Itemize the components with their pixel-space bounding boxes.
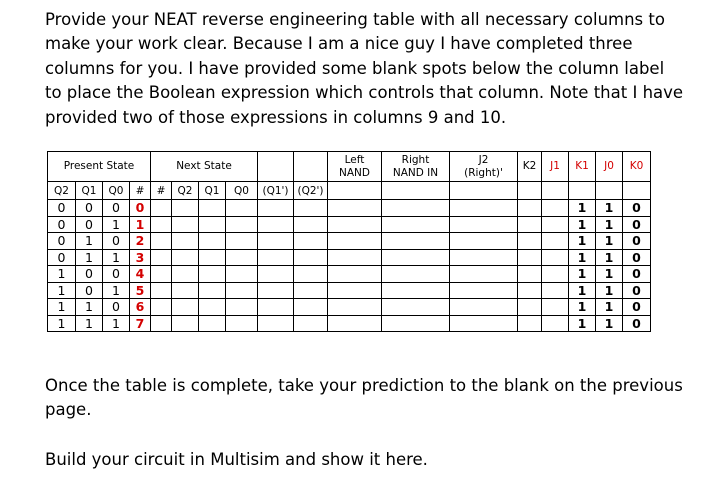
- next-q1-cell[interactable]: [199, 249, 226, 266]
- k0-cell: 0: [623, 200, 651, 217]
- k1-expression-blank[interactable]: [569, 182, 596, 200]
- q2-prime-cell[interactable]: [294, 216, 328, 233]
- next-num-cell[interactable]: [151, 216, 172, 233]
- q2-prime-cell[interactable]: [294, 266, 328, 283]
- q1-col-header: Q1: [76, 182, 103, 200]
- present-q0-cell: 1: [103, 249, 130, 266]
- right-nand-in-header: Right NAND IN: [382, 152, 450, 182]
- q2-col-header: Q2: [48, 182, 76, 200]
- k1-cell: 1: [569, 266, 596, 283]
- next-q0-cell[interactable]: [226, 249, 258, 266]
- table-row: [48, 315, 651, 332]
- num-col-header: #: [130, 182, 151, 200]
- j2-cell[interactable]: [450, 282, 518, 299]
- k1-header: K1: [569, 152, 596, 182]
- next-q2-col-header: Q2: [172, 182, 199, 200]
- next-q2-cell[interactable]: [172, 249, 199, 266]
- present-q2-cell: 1: [48, 266, 76, 283]
- table-row: [48, 216, 651, 233]
- k1-cell: 1: [569, 299, 596, 316]
- table-row: [48, 233, 651, 250]
- next-q2-cell[interactable]: [172, 233, 199, 250]
- j0-cell: 1: [596, 216, 623, 233]
- present-state-header: Present State: [48, 152, 151, 182]
- k1-cell: 1: [569, 282, 596, 299]
- present-q2-cell: 1: [48, 282, 76, 299]
- header-row-1: [48, 152, 651, 182]
- k2-cell[interactable]: [518, 315, 542, 332]
- k2-cell[interactable]: [518, 282, 542, 299]
- k1-cell: 1: [569, 216, 596, 233]
- present-q1-cell: 0: [76, 282, 103, 299]
- blank-header-10: [294, 152, 328, 182]
- k2-expression-blank[interactable]: [518, 182, 542, 200]
- k1-cell: 1: [569, 315, 596, 332]
- q2-prime-cell[interactable]: [294, 249, 328, 266]
- j1-cell[interactable]: [542, 299, 569, 316]
- table-row: [48, 249, 651, 266]
- truth-table: [47, 151, 651, 332]
- build-instruction: Build your circuit in Multisim and show it here.: [45, 450, 428, 469]
- j1-header: J1: [542, 152, 569, 182]
- q1-prime-cell[interactable]: [258, 216, 294, 233]
- next-num-cell[interactable]: [151, 282, 172, 299]
- next-q2-cell[interactable]: [172, 299, 199, 316]
- k0-cell: 0: [623, 249, 651, 266]
- next-num-cell[interactable]: [151, 266, 172, 283]
- j0-cell: 1: [596, 299, 623, 316]
- present-q0-cell: 1: [103, 315, 130, 332]
- next-q2-cell[interactable]: [172, 216, 199, 233]
- next-q0-cell[interactable]: [226, 200, 258, 217]
- state-number-cell: 1: [130, 216, 151, 233]
- k2-header: K2: [518, 152, 542, 182]
- right-nand-cell[interactable]: [382, 282, 450, 299]
- table-row: [48, 200, 651, 217]
- table-row: [48, 282, 651, 299]
- present-q2-cell: 1: [48, 299, 76, 316]
- present-q2-cell: 0: [48, 249, 76, 266]
- k1-cell: 1: [569, 249, 596, 266]
- next-q2-cell[interactable]: [172, 282, 199, 299]
- j1-cell[interactable]: [542, 266, 569, 283]
- next-num-cell[interactable]: [151, 233, 172, 250]
- j1-expression-blank[interactable]: [542, 182, 569, 200]
- k0-header: K0: [623, 152, 651, 182]
- j0-cell: 1: [596, 200, 623, 217]
- left-nand-cell[interactable]: [328, 249, 382, 266]
- next-q1-cell[interactable]: [199, 216, 226, 233]
- right-nand-cell[interactable]: [382, 299, 450, 316]
- j2-header: J2 (Right)': [450, 152, 518, 182]
- present-q0-cell: 1: [103, 216, 130, 233]
- state-number-cell: 6: [130, 299, 151, 316]
- present-q2-cell: 0: [48, 216, 76, 233]
- j1-cell[interactable]: [542, 249, 569, 266]
- j1-cell[interactable]: [542, 200, 569, 217]
- q2-prime-cell[interactable]: [294, 315, 328, 332]
- present-q0-cell: 0: [103, 200, 130, 217]
- state-number-cell: 3: [130, 249, 151, 266]
- state-number-cell: 0: [130, 200, 151, 217]
- j0-cell: 1: [596, 233, 623, 250]
- completion-instruction: Once the table is complete, take your prediction to the blank on the previous page.: [45, 376, 683, 420]
- j0-header: J0: [596, 152, 623, 182]
- next-num-cell[interactable]: [151, 299, 172, 316]
- table-row: [48, 266, 651, 283]
- next-q0-cell[interactable]: [226, 282, 258, 299]
- k2-cell[interactable]: [518, 216, 542, 233]
- next-num-cell[interactable]: [151, 315, 172, 332]
- right-nand-cell[interactable]: [382, 315, 450, 332]
- next-q1-cell[interactable]: [199, 266, 226, 283]
- left-nand-expression-blank[interactable]: [328, 182, 382, 200]
- j0-cell: 1: [596, 282, 623, 299]
- present-q1-cell: 0: [76, 266, 103, 283]
- k0-cell: 0: [623, 315, 651, 332]
- q1-prime-cell[interactable]: [258, 266, 294, 283]
- present-q0-cell: 0: [103, 299, 130, 316]
- j1-cell[interactable]: [542, 282, 569, 299]
- instructions-paragraph: Provide your NEAT reverse engineering table with all necessary columns to make your work clear. Because I am a nice guy I have completed three columns for you. I have provided some blank spots below the column label to place the Boolean expression which controls that column. Note that I have provided two of those expressions in columns 9 and 10.: [45, 10, 684, 127]
- q1-prime-cell[interactable]: [258, 282, 294, 299]
- right-nand-expression-blank[interactable]: [382, 182, 450, 200]
- k2-cell[interactable]: [518, 249, 542, 266]
- k2-cell[interactable]: [518, 200, 542, 217]
- state-number-cell: 2: [130, 233, 151, 250]
- j2-cell[interactable]: [450, 216, 518, 233]
- k2-cell[interactable]: [518, 233, 542, 250]
- left-nand-cell[interactable]: [328, 216, 382, 233]
- next-q1-cell[interactable]: [199, 315, 226, 332]
- present-q0-cell: 0: [103, 233, 130, 250]
- table-row: [48, 299, 651, 316]
- next-q0-cell[interactable]: [226, 216, 258, 233]
- k2-cell[interactable]: [518, 299, 542, 316]
- k0-expression-blank[interactable]: [623, 182, 651, 200]
- next-q2-cell[interactable]: [172, 200, 199, 217]
- next-state-header: Next State: [151, 152, 258, 182]
- present-q1-cell: 0: [76, 216, 103, 233]
- next-num-cell[interactable]: [151, 200, 172, 217]
- left-nand-cell[interactable]: [328, 315, 382, 332]
- q2-prime-expression: (Q2'): [294, 182, 328, 200]
- left-nand-header: Left NAND: [328, 152, 382, 182]
- next-q1-cell[interactable]: [199, 200, 226, 217]
- right-nand-cell[interactable]: [382, 249, 450, 266]
- present-q1-cell: 1: [76, 249, 103, 266]
- right-nand-cell[interactable]: [382, 266, 450, 283]
- next-q1-cell[interactable]: [199, 299, 226, 316]
- next-q2-cell[interactable]: [172, 315, 199, 332]
- q1-prime-cell[interactable]: [258, 315, 294, 332]
- j2-expression-blank[interactable]: [450, 182, 518, 200]
- j1-cell[interactable]: [542, 216, 569, 233]
- j2-cell[interactable]: [450, 299, 518, 316]
- q0-col-header: Q0: [103, 182, 130, 200]
- k2-cell[interactable]: [518, 266, 542, 283]
- state-number-cell: 7: [130, 315, 151, 332]
- k1-cell: 1: [569, 233, 596, 250]
- j2-cell[interactable]: [450, 249, 518, 266]
- left-nand-cell[interactable]: [328, 266, 382, 283]
- left-nand-cell[interactable]: [328, 200, 382, 217]
- k0-cell: 0: [623, 299, 651, 316]
- present-q0-cell: 1: [103, 282, 130, 299]
- state-number-cell: 5: [130, 282, 151, 299]
- present-q1-cell: 0: [76, 200, 103, 217]
- q2-prime-cell[interactable]: [294, 233, 328, 250]
- q2-prime-cell[interactable]: [294, 200, 328, 217]
- next-num-cell[interactable]: [151, 249, 172, 266]
- left-nand-cell[interactable]: [328, 299, 382, 316]
- j0-cell: 1: [596, 249, 623, 266]
- q1-prime-cell[interactable]: [258, 233, 294, 250]
- next-q1-cell[interactable]: [199, 282, 226, 299]
- next-q2-cell[interactable]: [172, 266, 199, 283]
- next-q0-cell[interactable]: [226, 233, 258, 250]
- right-nand-cell[interactable]: [382, 200, 450, 217]
- present-q2-cell: 1: [48, 315, 76, 332]
- j1-cell[interactable]: [542, 315, 569, 332]
- present-q2-cell: 0: [48, 233, 76, 250]
- j1-cell[interactable]: [542, 233, 569, 250]
- state-number-cell: 4: [130, 266, 151, 283]
- next-q0-cell[interactable]: [226, 315, 258, 332]
- next-q0-cell[interactable]: [226, 299, 258, 316]
- next-num-col-header: #: [151, 182, 172, 200]
- next-q1-col-header: Q1: [199, 182, 226, 200]
- next-q1-cell[interactable]: [199, 233, 226, 250]
- q1-prime-expression: (Q1'): [258, 182, 294, 200]
- q1-prime-cell[interactable]: [258, 200, 294, 217]
- j0-cell: 1: [596, 315, 623, 332]
- j0-cell: 1: [596, 266, 623, 283]
- j2-cell[interactable]: [450, 266, 518, 283]
- j2-cell[interactable]: [450, 315, 518, 332]
- present-q0-cell: 0: [103, 266, 130, 283]
- next-q0-col-header: Q0: [226, 182, 258, 200]
- k0-cell: 0: [623, 266, 651, 283]
- q1-prime-cell[interactable]: [258, 249, 294, 266]
- present-q1-cell: 1: [76, 315, 103, 332]
- left-nand-cell[interactable]: [328, 282, 382, 299]
- present-q2-cell: 0: [48, 200, 76, 217]
- right-nand-cell[interactable]: [382, 233, 450, 250]
- blank-header-9: [258, 152, 294, 182]
- q2-prime-cell[interactable]: [294, 299, 328, 316]
- k0-cell: 0: [623, 233, 651, 250]
- present-q1-cell: 1: [76, 233, 103, 250]
- k1-cell: 1: [569, 200, 596, 217]
- j2-cell[interactable]: [450, 200, 518, 217]
- k0-cell: 0: [623, 216, 651, 233]
- j2-cell[interactable]: [450, 233, 518, 250]
- q2-prime-cell[interactable]: [294, 282, 328, 299]
- header-row-2: [48, 182, 651, 200]
- present-q1-cell: 1: [76, 299, 103, 316]
- k0-cell: 0: [623, 282, 651, 299]
- right-nand-cell[interactable]: [382, 216, 450, 233]
- next-q0-cell[interactable]: [226, 266, 258, 283]
- j0-expression-blank[interactable]: [596, 182, 623, 200]
- left-nand-cell[interactable]: [328, 233, 382, 250]
- q1-prime-cell[interactable]: [258, 299, 294, 316]
